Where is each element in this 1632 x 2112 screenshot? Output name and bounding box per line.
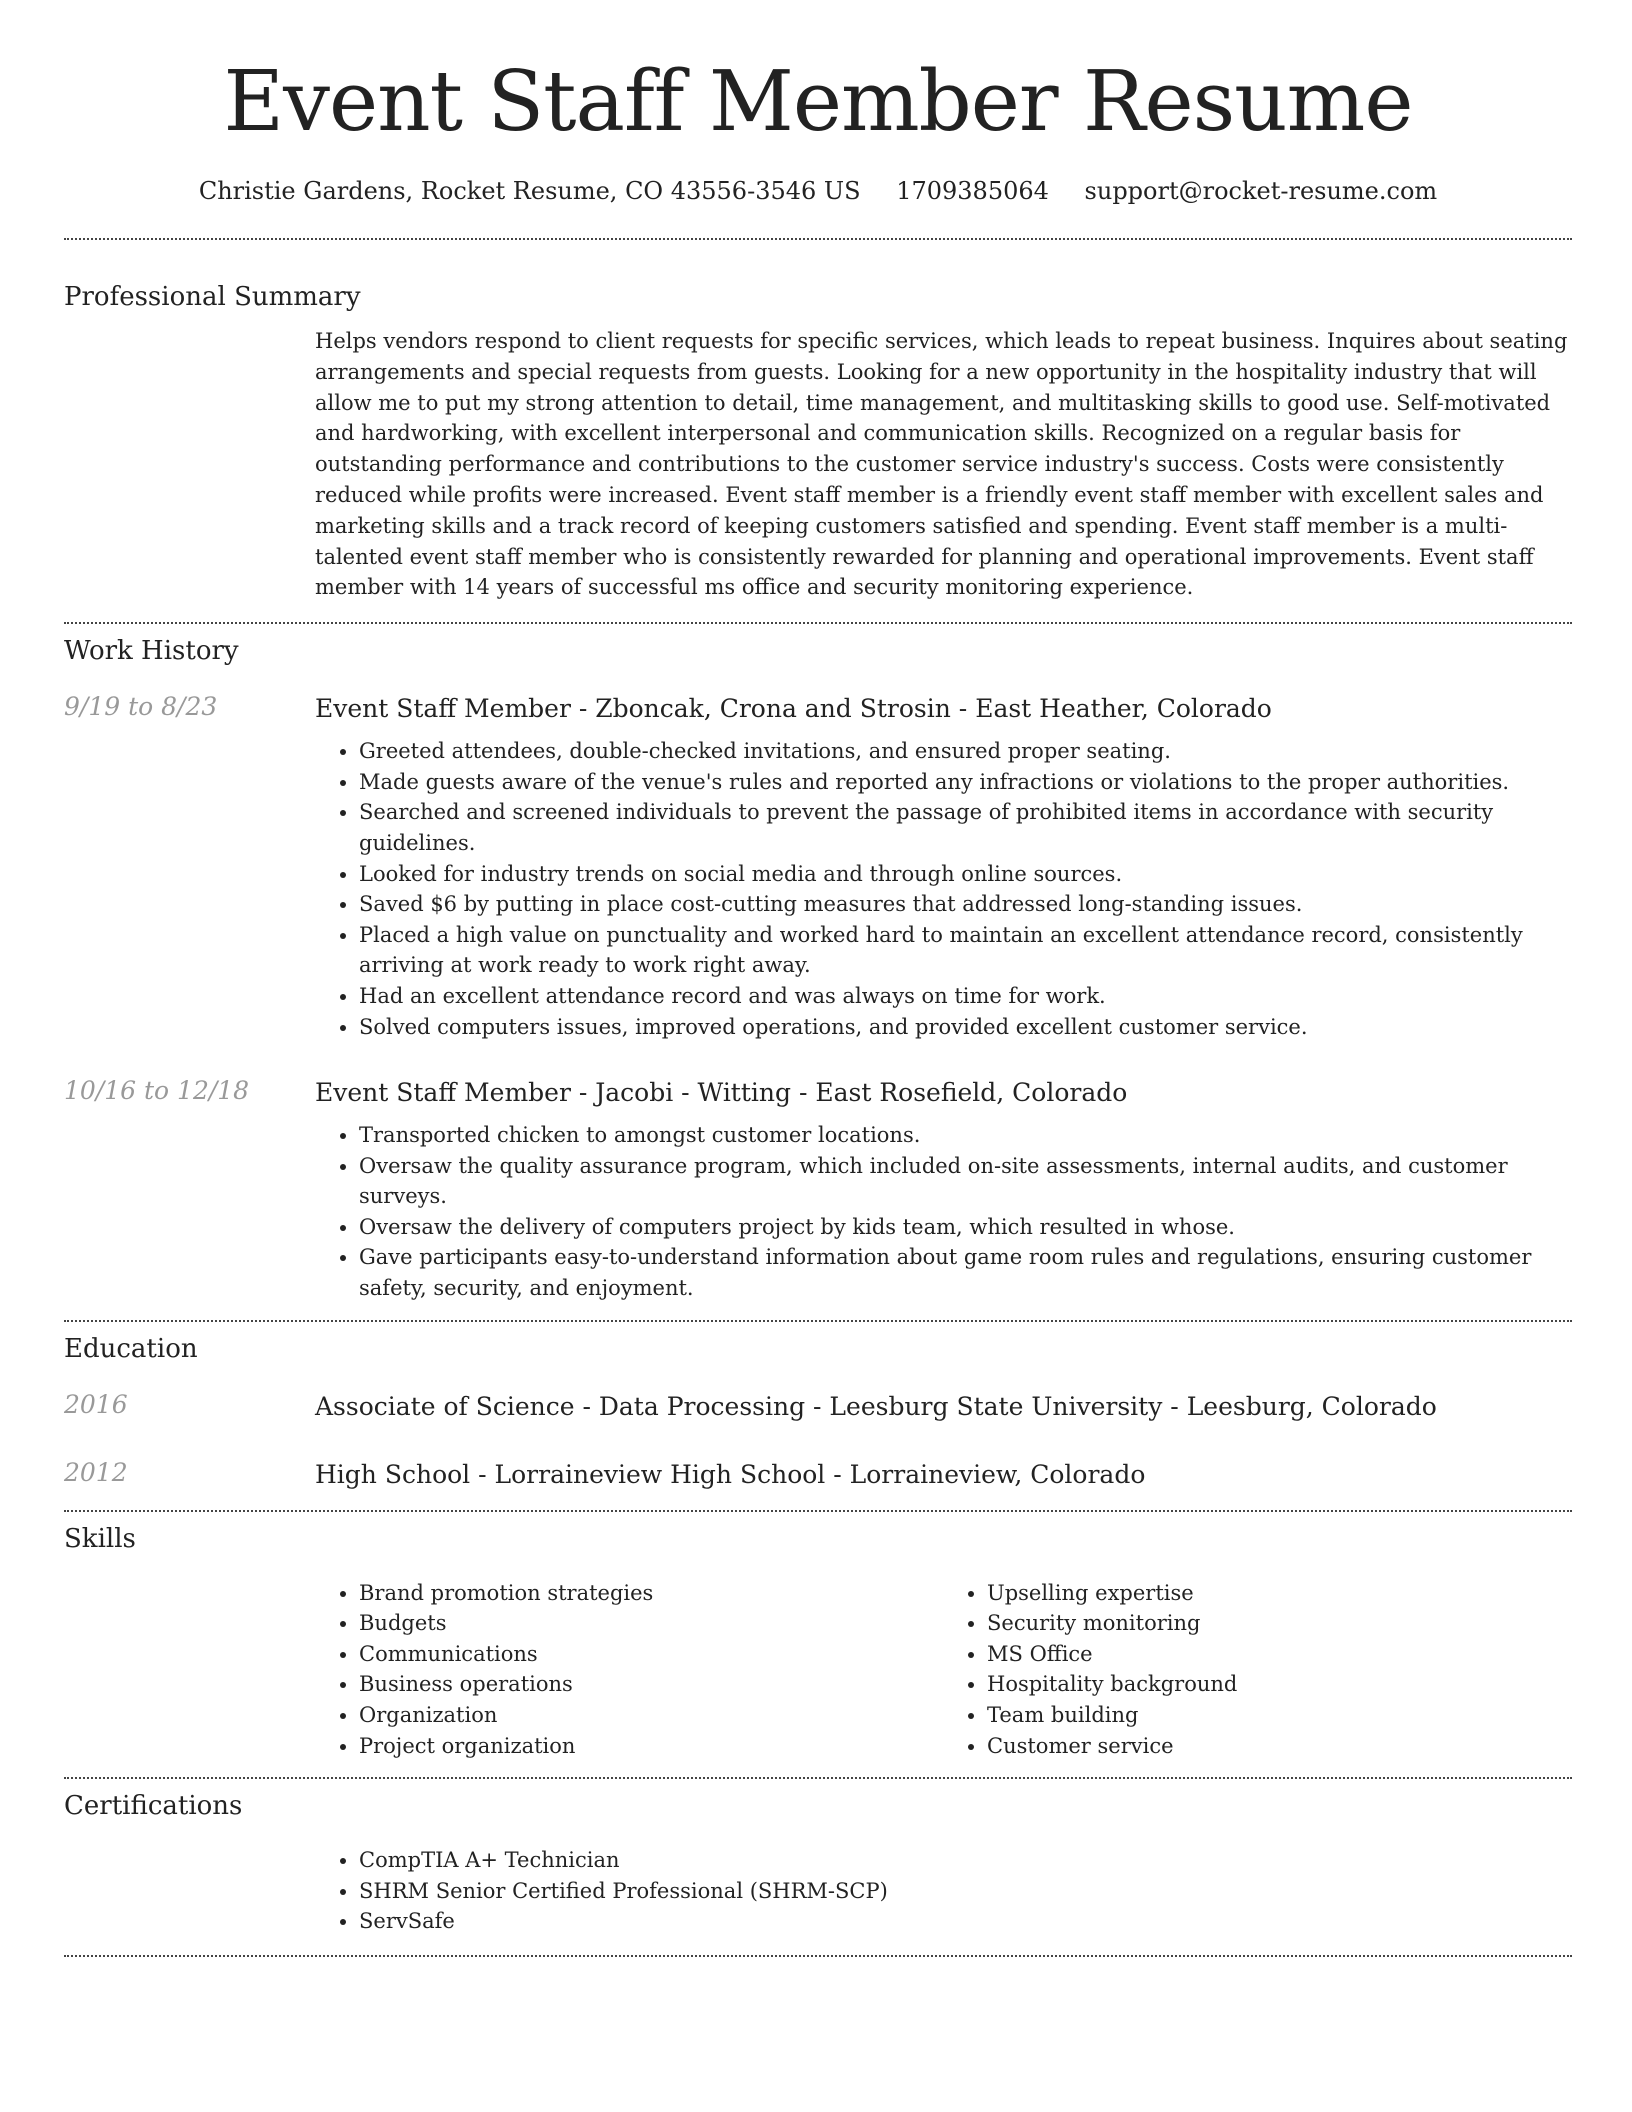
- job-bullets: [315, 1120, 1571, 1304]
- skill-item: • MS Office: [987, 1639, 1571, 1670]
- section-title-work: Work History: [64, 636, 239, 667]
- certification-item: • SHRM Senior Certified Professional (SHRM-SCP): [359, 1876, 1571, 1907]
- education-title: High School - Lorraineview High School - Lorraineview, Colorado: [315, 1459, 1146, 1489]
- certification-item: • CompTIA A+ Technician: [359, 1845, 1571, 1876]
- divider: [64, 622, 1572, 624]
- skill-item: • Business operations: [359, 1669, 943, 1700]
- section-title-education: Education: [64, 1333, 198, 1364]
- list-item: • Had an excellent attendance record and was always on time for work.: [359, 981, 1571, 1012]
- skill-item: • Organization: [359, 1700, 943, 1731]
- divider: [64, 1777, 1572, 1779]
- job-title: Event Staff Member - Jacobi - Witting - East Rosefield, Colorado: [315, 1078, 1128, 1108]
- work-section: [64, 634, 1572, 1304]
- job-bullets: [315, 736, 1571, 1042]
- education-year: 2012: [64, 1457, 128, 1487]
- skills-list-left: [315, 1578, 943, 1762]
- job-entry: [64, 692, 1572, 1042]
- contact-line: [64, 174, 1572, 208]
- section-title-certifications: Certifications: [64, 1791, 243, 1822]
- divider: [64, 238, 1572, 240]
- skill-item: • Brand promotion strategies: [359, 1578, 943, 1609]
- skill-item: • Project organization: [359, 1731, 943, 1762]
- summary-text: Helps vendors respond to client requests for specific services, which leads to repeat business. Inquires about seating arrangements and special requests from guests. Looking for a new opportunity in the hospitality industry that will allow me to put my strong attention to detail, time management, and multitasking skills to good use. Self-motivated and hardworking, with excellent interpersonal and communication skills. Recognized on a regular basis for outstanding performance and contributions to the customer service industry's success. Costs were consistently reduced while profits were increased. Event staff member is a friendly event staff member with excellent sales and marketing skills and a track record of keeping customers satisfied and spending. Event staff member is a multi-talented event staff member who is consistently rewarded for planning and operational improvements. Event staff member with 14 years of successful ms office and security monitoring experience.: [315, 329, 1568, 600]
- resume-title: Event Staff Member Resume: [223, 53, 1413, 150]
- section-title-summary: Professional Summary: [64, 282, 361, 312]
- divider: [64, 1510, 1572, 1512]
- skills-section: [64, 1522, 1572, 1762]
- skill-item: • Team building: [987, 1700, 1571, 1731]
- certification-item: • ServSafe: [359, 1906, 1571, 1937]
- list-item: • Oversaw the quality assurance program, which included on-site assessments, internal audits, and customer surveys.: [359, 1151, 1571, 1212]
- section-title-skills: Skills: [64, 1523, 136, 1554]
- skill-item: • Upselling expertise: [987, 1578, 1571, 1609]
- divider: [64, 1955, 1572, 1957]
- certifications-section: [64, 1789, 1572, 1937]
- job-dates: 9/19 to 8/23: [64, 692, 218, 722]
- skill-item: • Security monitoring: [987, 1608, 1571, 1639]
- list-item: • Oversaw the delivery of computers project by kids team, which resulted in whose.: [359, 1212, 1571, 1243]
- skill-item: • Budgets: [359, 1608, 943, 1639]
- job-title: Event Staff Member - Zboncak, Crona and Strosin - East Heather, Colorado: [315, 694, 1272, 724]
- email: support@rocket-resume.com: [1084, 177, 1438, 205]
- skill-item: • Hospitality background: [987, 1669, 1571, 1700]
- job-entry: [64, 1076, 1572, 1304]
- education-year: 2016: [64, 1389, 128, 1419]
- education-entry: [64, 1458, 1572, 1492]
- education-entry: [64, 1390, 1572, 1424]
- phone: 1709385064: [896, 177, 1049, 205]
- resume-page: [64, 0, 1572, 1957]
- address: Christie Gardens, Rocket Resume, CO 43556-3546 US: [198, 177, 861, 205]
- list-item: • Solved computers issues, improved operations, and provided excellent customer service.: [359, 1012, 1571, 1043]
- job-dates: 10/16 to 12/18: [64, 1076, 250, 1106]
- list-item: • Placed a high value on punctuality and worked hard to maintain an excellent attendance record, consistently arriving at work ready to work right away.: [359, 920, 1571, 981]
- list-item: • Made guests aware of the venue's rules and reported any infractions or violations to the proper authorities.: [359, 767, 1571, 798]
- list-item: • Greeted attendees, double-checked invitations, and ensured proper seating.: [359, 736, 1571, 767]
- education-section: [64, 1332, 1572, 1492]
- skills-columns: [315, 1556, 1571, 1762]
- divider: [64, 1320, 1572, 1322]
- skills-list-right: [943, 1578, 1571, 1762]
- list-item: • Transported chicken to amongst customer locations.: [359, 1120, 1571, 1151]
- list-item: • Saved $6 by putting in place cost-cutting measures that addressed long-standing issues.: [359, 889, 1571, 920]
- summary-section: [64, 280, 1572, 603]
- skill-item: • Communications: [359, 1639, 943, 1670]
- list-item: • Looked for industry trends on social media and through online sources.: [359, 859, 1571, 890]
- education-title: Associate of Science - Data Processing - Leesburg State University - Leesburg, Colorado: [315, 1391, 1437, 1421]
- skill-item: • Customer service: [987, 1731, 1571, 1762]
- list-item: • Searched and screened individuals to prevent the passage of prohibited items in accordance with security guidelines.: [359, 797, 1571, 858]
- certifications-list: [315, 1845, 1571, 1937]
- list-item: • Gave participants easy-to-understand information about game room rules and regulations, ensuring customer safety, security, and enjoyment.: [359, 1242, 1571, 1303]
